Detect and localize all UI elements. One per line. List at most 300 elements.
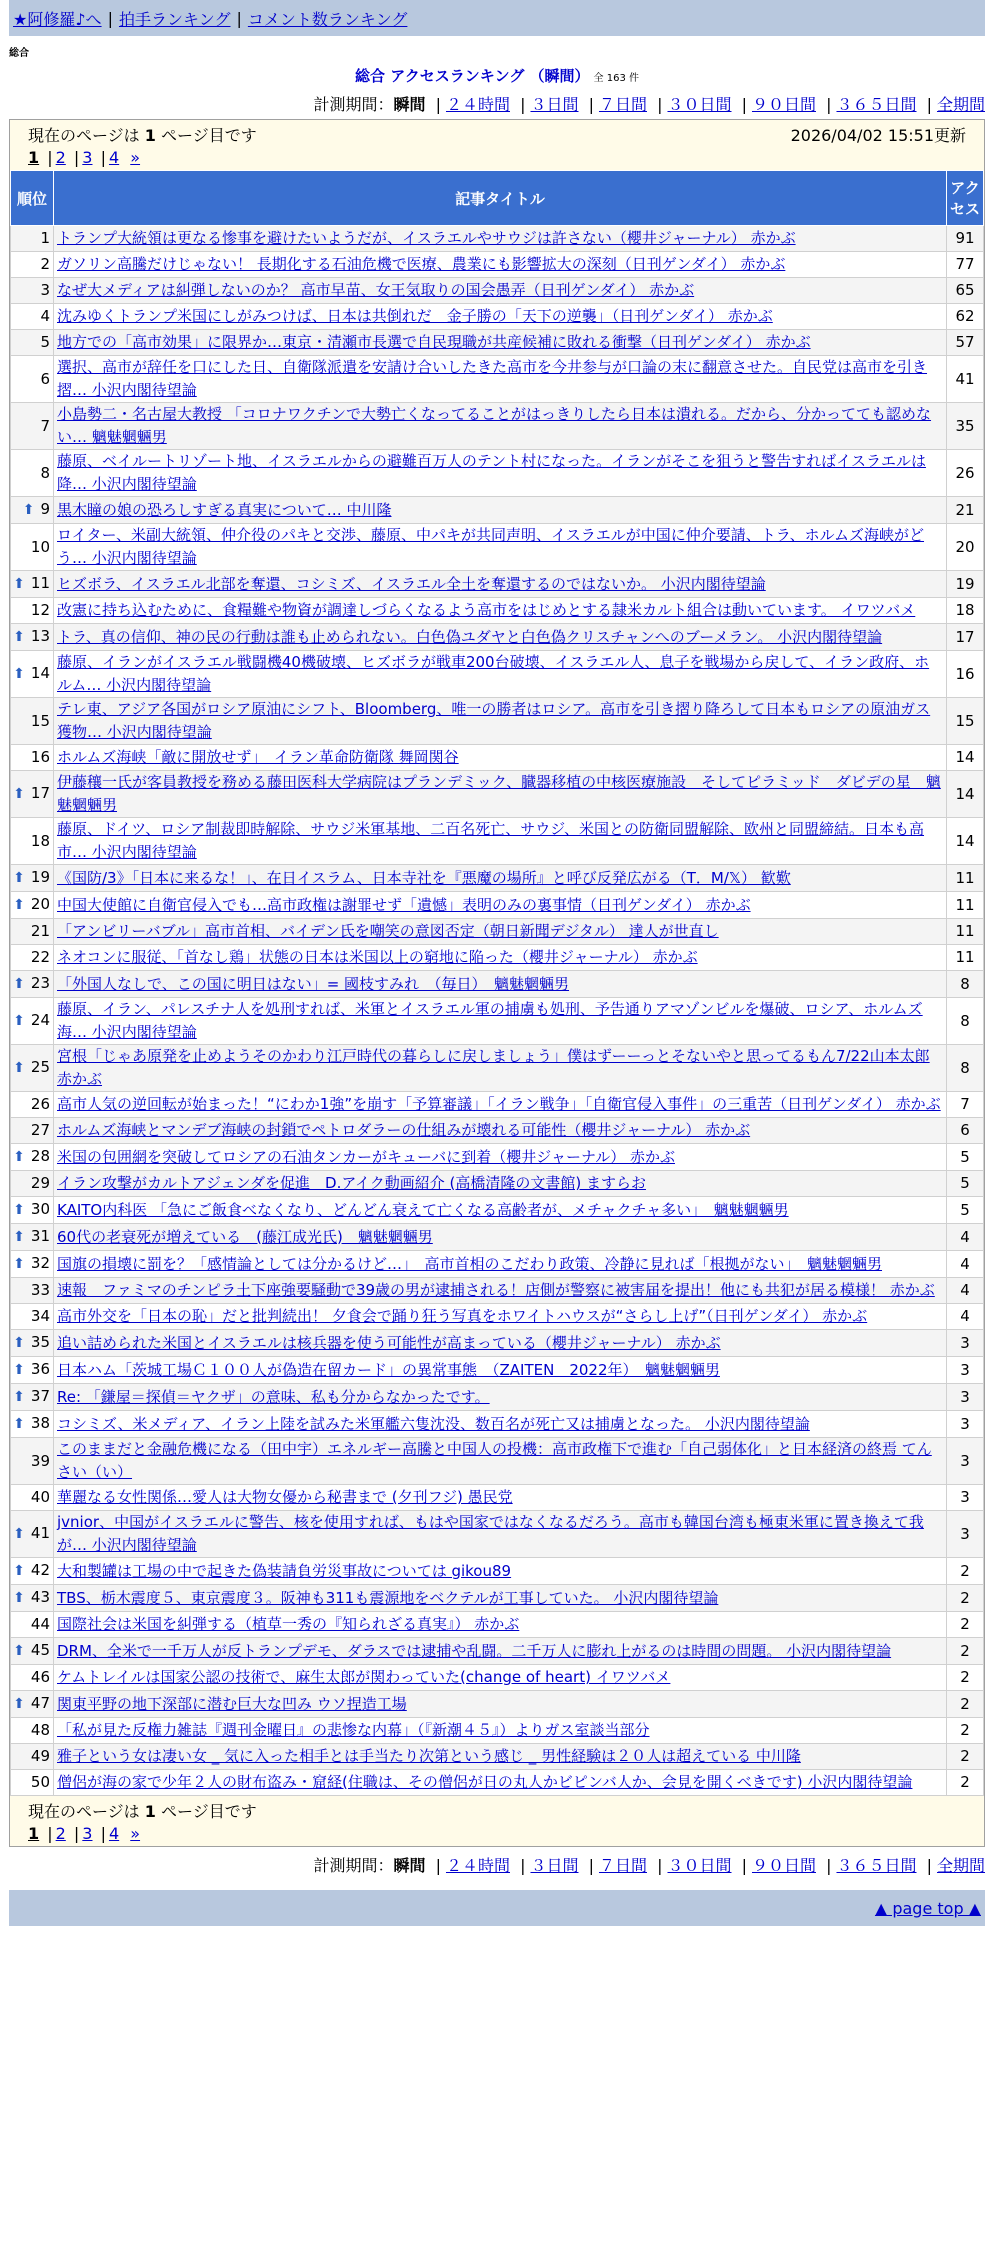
- table-row: [11, 1304, 984, 1330]
- article-link[interactable]: 華麗なる女性関係…愛人は大物女優から秘書まで (夕刊フジ) 愚民党: [57, 1488, 513, 1506]
- rank-number: 4: [40, 307, 50, 325]
- rank-cell: [11, 497, 54, 524]
- rank-cell: [11, 1045, 54, 1092]
- rank-number: 41: [30, 1524, 50, 1542]
- article-link[interactable]: このままだと金融危機になる（田中宇）エネルギー高騰と中国人の投機：高市政権下で進む「自己弱体化」と日本経済の終焉 てんさい（い）: [57, 1440, 932, 1481]
- access-count: 4: [947, 1224, 984, 1251]
- rank-number: 38: [30, 1414, 50, 1432]
- access-count: 3: [947, 1511, 984, 1558]
- rank-up-arrow-icon: ⬆: [13, 1643, 25, 1659]
- access-count: 11: [947, 945, 984, 971]
- rank-number: 26: [30, 1095, 50, 1113]
- period-link-30d[interactable]: ３０日間: [667, 95, 732, 114]
- ranking-rows: [11, 226, 984, 1796]
- rank-cell: [11, 252, 54, 278]
- rank-number: 49: [30, 1747, 50, 1765]
- table-row: [11, 745, 984, 771]
- table-row: [11, 330, 984, 356]
- pager-top: 現在のページは 1 ページ目です 2026/04/02 15:51更新 1 | 2 | 3 | 4 »: [10, 120, 984, 170]
- rank-number: 6: [40, 369, 50, 388]
- article-link[interactable]: ネオコンに服従、「首なし鶏」状態の日本は米国以上の窮地に陥った（櫻井ジャーナル） 赤かぶ: [57, 948, 698, 966]
- page-link-2-bottom[interactable]: 2: [55, 1824, 66, 1843]
- category-label: 総合: [9, 48, 29, 59]
- rank-up-arrow-icon: ⬆: [13, 1202, 25, 1218]
- access-count: 11: [947, 919, 984, 945]
- article-link[interactable]: Re: 「鎌屋＝探偵＝ヤクザ」の意味、私も分からなかったです。: [57, 1387, 490, 1406]
- rank-number: 16: [30, 748, 50, 766]
- table-row: [11, 1330, 984, 1357]
- rank-up-arrow-icon: ⬆: [13, 1256, 25, 1272]
- rank-cell: [11, 524, 54, 571]
- rank-number: 14: [30, 664, 50, 682]
- table-row: [11, 1485, 984, 1511]
- rank-number: 11: [30, 574, 50, 592]
- access-count: 2: [947, 1665, 984, 1691]
- table-row: [11, 865, 984, 892]
- period-selector-bottom: 計測期間：瞬間 | ２４時間 | ３日間 | ７日間 | ３０日間 | ９０日間 | ３６５日間 | 全期間: [313, 1856, 985, 1875]
- table-row: [11, 1384, 984, 1411]
- access-count: 26: [947, 450, 984, 497]
- table-row: [11, 998, 984, 1045]
- rank-number: 32: [30, 1254, 50, 1272]
- access-count: 8: [947, 998, 984, 1045]
- period-link-all[interactable]: 全期間: [936, 95, 985, 114]
- rank-up-arrow-icon: ⬆: [13, 1590, 25, 1606]
- rank-cell: [11, 1638, 54, 1665]
- article-link[interactable]: 「アンビリーバブル」高市首相、バイデン氏を嘲笑の意図否定（朝日新聞デジタル） 達人が世直し: [57, 922, 719, 940]
- access-count: 77: [947, 252, 984, 278]
- table-row: [11, 1744, 984, 1770]
- rank-up-arrow-icon: ⬆: [22, 502, 35, 518]
- rank-up-arrow-icon: ⬆: [13, 976, 25, 992]
- header-title: 記事タイトル: [54, 171, 947, 226]
- rank-cell: [11, 304, 54, 330]
- rank-cell: [11, 278, 54, 304]
- article-link[interactable]: テレ東、アジア各国がロシア原油にシフト、Bloomberg、唯一の勝者はロシア。高市を引き摺り降ろして日本もロシアの原油ガス獲物… 小沢内閣待望論: [57, 700, 931, 741]
- rank-cell: [11, 919, 54, 945]
- access-count: 41: [947, 356, 984, 403]
- access-count: 2: [947, 1744, 984, 1770]
- rank-cell: [11, 1585, 54, 1612]
- rank-number: 34: [30, 1307, 50, 1325]
- article-link[interactable]: ロイター、米副大統領、仲介役のパキと交渉、藤原、中パキが共同声明、イスラエルが中国に仲介要請、トラ、ホルムズ海峡がどう… 小沢内閣待望論: [57, 526, 925, 567]
- rank-up-arrow-icon: ⬆: [13, 1149, 25, 1165]
- top-nav-bar: [9, 0, 985, 36]
- access-count: 5: [947, 1144, 984, 1171]
- period-link-365d-bottom[interactable]: ３６５日間: [836, 1856, 917, 1875]
- rank-number: 18: [30, 831, 50, 850]
- total-count: 全 163 件: [593, 73, 639, 84]
- article-link[interactable]: 改憲に持ち込むために、食糧難や物資が調達しづらくなるよう高市をはじめとする隷米カルト組合は動いています。 イワツバメ: [57, 601, 916, 619]
- article-link[interactable]: 地方での「高市効果」に限界か…東京・清瀬市長選で自民現職が共産候補に敗れる衝撃（日刊ゲンダイ） 赤かぶ: [57, 333, 811, 351]
- rank-cell: [11, 1357, 54, 1384]
- access-count: 2: [947, 1638, 984, 1665]
- rank-cell: [11, 818, 54, 865]
- table-row: [11, 226, 984, 252]
- period-link-7d-bottom[interactable]: ７日間: [598, 1856, 647, 1875]
- access-count: 3: [947, 1411, 984, 1438]
- table-row: [11, 698, 984, 745]
- access-count: 2: [947, 1612, 984, 1638]
- rank-number: 31: [30, 1227, 50, 1245]
- rank-number: 19: [30, 868, 50, 886]
- table-row: [11, 497, 984, 524]
- access-count: 35: [947, 403, 984, 450]
- ranking-box: [9, 119, 985, 1847]
- rank-number: 35: [30, 1333, 50, 1351]
- rank-up-arrow-icon: ⬆: [13, 576, 25, 592]
- rank-cell: [11, 1411, 54, 1438]
- rank-up-arrow-icon: ⬆: [13, 1013, 25, 1029]
- access-count: 14: [947, 818, 984, 865]
- rank-cell: [11, 1384, 54, 1411]
- article-link[interactable]: イラン攻撃がカルトアジェンダを促進 D.アイク動画紹介 (高橋清隆の文書館) ますらお: [57, 1174, 646, 1192]
- rank-up-arrow-icon: ⬆: [13, 629, 25, 645]
- article-link[interactable]: 関東平野の地下深部に潜む巨大な凹み ウソ捏造工場: [57, 1694, 407, 1713]
- rank-number: 10: [30, 537, 50, 556]
- rank-number: 37: [30, 1387, 50, 1405]
- access-count: 8: [947, 971, 984, 998]
- access-count: 62: [947, 304, 984, 330]
- rank-cell: [11, 330, 54, 356]
- rank-number: 48: [30, 1721, 50, 1739]
- rank-number: 39: [30, 1451, 50, 1470]
- table-row: [11, 598, 984, 624]
- table-row: [11, 403, 984, 450]
- period-link-24h-bottom[interactable]: ２４時間: [445, 1856, 510, 1875]
- rank-number: 13: [30, 627, 50, 645]
- nav-link-comment-ranking[interactable]: コメント数ランキング: [247, 9, 408, 29]
- rank-cell: [11, 1197, 54, 1224]
- ranking-table: [10, 170, 984, 1796]
- rank-cell: [11, 1251, 54, 1278]
- rank-up-arrow-icon: ⬆: [13, 897, 25, 913]
- page-link-4-bottom[interactable]: 4: [108, 1824, 120, 1843]
- table-row: [11, 1171, 984, 1197]
- period-link-7d[interactable]: ７日間: [598, 95, 647, 114]
- article-link[interactable]: 雅子という女は凄い女 _ 気に入った相手とは手当たり次第という感じ _ 男性経験は２０人は超えている 中川隆: [57, 1747, 801, 1765]
- period-link-24h[interactable]: ２４時間: [445, 95, 510, 114]
- table-row: [11, 1511, 984, 1558]
- article-link[interactable]: 宮根「じゃあ原発を止めようそのかわり江戸時代の暮らしに戻しましょう」僕はずーーっとそないやと思ってるもん7/22山本太郎 赤かぶ: [57, 1047, 930, 1088]
- table-row: [11, 1665, 984, 1691]
- article-link[interactable]: なぜ大メディアは糾弾しないのか？ 高市早苗、女王気取りの国会愚弄（日刊ゲンダイ） 赤かぶ: [57, 281, 695, 299]
- access-count: 3: [947, 1384, 984, 1411]
- article-link[interactable]: ヒズボラ、イスラエル北部を奪還、コシミズ、イスラエル全土を奪還するのではないか。 小沢内閣待望論: [57, 574, 766, 593]
- table-row: [11, 571, 984, 598]
- rank-number: 33: [30, 1281, 50, 1299]
- period-link-30d-bottom[interactable]: ３０日間: [667, 1856, 732, 1875]
- rank-number: 5: [40, 333, 50, 351]
- article-link[interactable]: 「私が見た反権力雑誌『週刊金曜日』の悲惨な内幕」（『新潮４５』）よりガス室談当部分: [57, 1721, 650, 1739]
- article-link[interactable]: 「外国人なしで、この国に明日はない」= 國枝すみれ （毎日） 魑魅魍魎男: [57, 974, 570, 993]
- table-row: [11, 1558, 984, 1585]
- rank-number: 42: [30, 1561, 50, 1579]
- rank-cell: [11, 226, 54, 252]
- rank-cell: [11, 1118, 54, 1144]
- article-link[interactable]: ケムトレイルは国家公認の技術で、麻生太郎が関わっていた(change of heart) イワツバメ: [57, 1668, 671, 1686]
- table-row: [11, 1357, 984, 1384]
- article-link[interactable]: 伊藤穰一氏が客員教授を務める藤田医科大学病院はプランデミック、臓器移植の中核医療施設 そしてピラミッド ダビデの星 魑魅魍魎男: [57, 773, 941, 814]
- article-link[interactable]: 中国大使館に自衛官侵入でも…高市政権は謝罪せず「遺憾」表明のみの裏事情（日刊ゲンダイ） 赤かぶ: [57, 895, 751, 914]
- rank-up-arrow-icon: ⬆: [13, 1060, 25, 1076]
- rank-cell: [11, 1438, 54, 1485]
- rank-number: 21: [30, 922, 50, 940]
- access-count: 17: [947, 624, 984, 651]
- access-count: 4: [947, 1251, 984, 1278]
- article-link[interactable]: 米国の包囲網を突破してロシアの石油タンカーがキューバに到着（櫻井ジャーナル） 赤かぶ: [57, 1147, 675, 1166]
- rank-up-arrow-icon: ⬆: [13, 1389, 25, 1405]
- access-count: 3: [947, 1357, 984, 1384]
- rank-number: 9: [40, 500, 50, 518]
- article-link[interactable]: 国際社会は米国を糾弾する（植草一秀の『知られざる真実』） 赤かぶ: [57, 1615, 520, 1633]
- table-row: [11, 771, 984, 818]
- rank-up-arrow-icon: ⬆: [13, 1696, 25, 1712]
- table-row: [11, 945, 984, 971]
- article-link[interactable]: 《国防/3》「日本に来るな！」、在日イスラム、日本寺社を『悪魔の場所』と呼び反発広がる（T．M/𝕏） 歓歎: [57, 868, 791, 887]
- access-count: 6: [947, 1118, 984, 1144]
- article-link[interactable]: トラ、真の信仰、神の民の行動は誰も止められない。白色偽ユダヤと白色偽クリスチャンへのブーメラン。 小沢内閣待望論: [57, 627, 883, 646]
- access-count: 19: [947, 571, 984, 598]
- period-current: 瞬間: [393, 95, 426, 114]
- article-link[interactable]: 高市外交を「日本の恥」だと批判続出！ 夕食会で踊り狂う写真をホワイトハウスが“さらし上げ”（日刊ゲンダイ） 赤かぶ: [57, 1307, 868, 1325]
- rank-cell: [11, 1612, 54, 1638]
- nav-separator: |: [236, 8, 242, 28]
- rank-cell: [11, 651, 54, 698]
- rank-cell: [11, 1144, 54, 1171]
- rank-number: 43: [30, 1588, 50, 1606]
- article-link[interactable]: 速報 ファミマのチンピラ土下座強要騒動で39歳の男が逮捕される！店側が警察に被害届を提出！他にも共犯が居る模様！ 赤かぶ: [57, 1281, 935, 1299]
- table-row: [11, 892, 984, 919]
- page-next-link[interactable]: »: [130, 148, 141, 167]
- article-link[interactable]: 小島勢二・名古屋大教授 「コロナワクチンで大勢亡くなってることがはっきりしたら日本は潰れる。だから、分かってても認めない… 魑魅魍魎男: [57, 405, 932, 446]
- table-row: [11, 1612, 984, 1638]
- access-count: 8: [947, 1045, 984, 1092]
- table-row: [11, 1718, 984, 1744]
- rank-cell: [11, 998, 54, 1045]
- page-link-3[interactable]: 3: [82, 148, 93, 167]
- rank-cell: [11, 1744, 54, 1770]
- rank-cell: [11, 1770, 54, 1796]
- table-row: [11, 252, 984, 278]
- rank-cell: [11, 1171, 54, 1197]
- period-link-90d-bottom[interactable]: ９０日間: [751, 1856, 816, 1875]
- rank-cell: [11, 1511, 54, 1558]
- rank-cell: [11, 1092, 54, 1118]
- rank-cell: [11, 1691, 54, 1718]
- table-row: [11, 1118, 984, 1144]
- article-link[interactable]: 国旗の損壊に罰を？「感情論としては分かるけど…」 高市首相のこだわり政策、冷静に見れば「根拠がない」 魑魅魍魎男: [57, 1254, 883, 1273]
- article-link[interactable]: 追い詰められた米国とイスラエルは核兵器を使う可能性が高まっている（櫻井ジャーナル） 赤かぶ: [57, 1333, 721, 1352]
- rank-up-arrow-icon: ⬆: [13, 1335, 25, 1351]
- table-row: [11, 1638, 984, 1665]
- rank-number: 29: [30, 1174, 50, 1192]
- table-row: [11, 356, 984, 403]
- rank-number: 40: [30, 1488, 50, 1506]
- access-count: 18: [947, 598, 984, 624]
- table-row: [11, 1770, 984, 1796]
- rank-cell: [11, 771, 54, 818]
- access-count: 5: [947, 1171, 984, 1197]
- rank-number: 44: [30, 1615, 50, 1633]
- header-access: アクセス: [947, 171, 984, 226]
- rank-number: 15: [30, 711, 50, 730]
- rank-cell: [11, 892, 54, 919]
- period-link-3d-bottom[interactable]: ３日間: [530, 1856, 579, 1875]
- article-link[interactable]: 僧侶が海の家で少年２人の財布盗み・窟経(住職は、その僧侶が日の丸人かビピンバ人か、会見を開くべきです) 小沢内閣待望論: [57, 1773, 913, 1791]
- rank-cell: [11, 865, 54, 892]
- article-link[interactable]: 高市人気の逆回転が始まった！“にわか1強”を崩す「予算審議」「イラン戦争」「自衛官侵入事件」の三重苦（日刊ゲンダイ） 赤かぶ: [57, 1095, 941, 1113]
- access-count: 2: [947, 1558, 984, 1585]
- period-selector-top: 計測期間：瞬間 | ２４時間 | ３日間 | ７日間 | ３０日間 | ９０日間 | ３６５日間 | 全期間: [313, 95, 985, 114]
- rank-number: 24: [30, 1011, 50, 1029]
- page-link-2[interactable]: 2: [55, 148, 66, 167]
- table-row: [11, 1585, 984, 1612]
- article-link[interactable]: トランプ大統領は更なる惨事を避けたいようだが、イスラエルやサウジは許さない（櫻井ジャーナル） 赤かぶ: [57, 229, 796, 247]
- page-status: 現在のページは 1 ページ目です: [28, 126, 257, 145]
- page-link-3-bottom[interactable]: 3: [82, 1824, 93, 1843]
- nav-link-applause-ranking[interactable]: 拍手ランキング: [118, 9, 231, 29]
- access-count: 11: [947, 865, 984, 892]
- article-link[interactable]: ホルムズ海峡とマンデブ海峡の封鎖でペトロダラーの仕組みが壊れる可能性（櫻井ジャーナル） 赤かぶ: [57, 1121, 751, 1139]
- rank-number: 30: [30, 1200, 50, 1218]
- article-link[interactable]: KAITO内科医 「急にご飯食べなくなり、どんどん衰えて亡くなる高齢者が、メチャクチャ多い」 魑魅魍魎男: [57, 1200, 789, 1219]
- table-row: [11, 1045, 984, 1092]
- table-row: [11, 1411, 984, 1438]
- access-count: 5: [947, 1197, 984, 1224]
- access-count: 3: [947, 1485, 984, 1511]
- rank-number: 47: [30, 1694, 50, 1712]
- access-count: 4: [947, 1278, 984, 1304]
- article-link[interactable]: 藤原、ドイツ、ロシア制裁即時解除、サウジ米軍基地、二百名死亡、サウジ、米国との防衛同盟解除、欧州と同盟締結。日本も高市… 小沢内閣待望論: [57, 820, 925, 861]
- pager-bottom: 現在のページは 1 ページ目です 1 | 2 | 3 | 4 »: [10, 1796, 984, 1846]
- article-link[interactable]: 黒木瞳の娘の恐ろしすぎる真実について… 中川隆: [57, 500, 392, 519]
- table-row: [11, 1691, 984, 1718]
- access-count: 7: [947, 1092, 984, 1118]
- table-row: [11, 524, 984, 571]
- page-link-4[interactable]: 4: [108, 148, 120, 167]
- table-row: [11, 651, 984, 698]
- access-count: 16: [947, 651, 984, 698]
- rank-cell: [11, 1485, 54, 1511]
- table-row: [11, 278, 984, 304]
- access-count: 2: [947, 1770, 984, 1796]
- table-row: [11, 1438, 984, 1485]
- rank-cell: [11, 1330, 54, 1357]
- access-count: 65: [947, 278, 984, 304]
- period-link-3d[interactable]: ３日間: [530, 95, 579, 114]
- rank-up-arrow-icon: ⬆: [13, 1362, 25, 1378]
- updated-time: 2026/04/02 15:51更新: [790, 126, 966, 145]
- article-link[interactable]: 藤原、ベイルートリゾート地、イスラエルからの避難百万人のテント村になった。イランがそこを狙うと警告すればイスラエルは降… 小沢内閣待望論: [57, 452, 926, 493]
- rank-cell: [11, 1278, 54, 1304]
- rank-number: 7: [40, 416, 50, 435]
- nav-separator: |: [107, 8, 113, 28]
- access-count: 2: [947, 1718, 984, 1744]
- table-row: [11, 971, 984, 998]
- rank-cell: [11, 571, 54, 598]
- access-count: 2: [947, 1585, 984, 1612]
- article-link[interactable]: 沈みゆくトランプ米国にしがみつけば、日本は共倒れだ 金子勝の「天下の逆襲」（日刊ゲンダイ） 赤かぶ: [57, 307, 773, 325]
- rank-cell: [11, 971, 54, 998]
- article-link[interactable]: jvnior、中国がイスラエルに警告、核を使用すれば、もはや国家ではなくなるだろう。高市も韓国台湾も極東米軍に置き換えて我が… 小沢内閣待望論: [57, 1513, 924, 1554]
- access-count: 91: [947, 226, 984, 252]
- article-link[interactable]: 日本ハム「茨城工場Ｃ１００人が偽造在留カード」の異常事態 （ZAITEN 2022年） 魑魅魍魎男: [57, 1360, 720, 1379]
- rank-cell: [11, 624, 54, 651]
- rank-cell: [11, 698, 54, 745]
- article-link[interactable]: 選択、高市が辞任を口にした日、自衛隊派遣を安請け合いしたきた高市を今井参与が口論の末に翻意させた。自民党は高市を引き摺… 小沢内閣待望論: [57, 358, 928, 399]
- table-row: [11, 1224, 984, 1251]
- rank-up-arrow-icon: ⬆: [13, 1526, 25, 1542]
- page-next-link-bottom[interactable]: »: [130, 1824, 141, 1843]
- access-count: 57: [947, 330, 984, 356]
- rank-number: 36: [30, 1360, 50, 1378]
- table-row: [11, 1278, 984, 1304]
- table-row: [11, 304, 984, 330]
- rank-cell: [11, 1224, 54, 1251]
- article-link[interactable]: 大和製罐は工場の中で起きた偽装請負労災事故については gikou89: [57, 1561, 512, 1580]
- rank-number: 8: [40, 463, 50, 482]
- rank-cell: [11, 1718, 54, 1744]
- nav-link-asyura[interactable]: ★阿修羅♪へ: [13, 9, 102, 29]
- article-link[interactable]: コシミズ、米メディア、イラン上陸を試みた米軍艦六隻沈没、数百名が死亡又は捕虜となった。 小沢内閣待望論: [57, 1414, 810, 1433]
- page-status-bottom: 現在のページは 1 ページ目です: [28, 1802, 257, 1821]
- access-count: 20: [947, 524, 984, 571]
- rank-up-arrow-icon: ⬆: [13, 1563, 25, 1579]
- rank-cell: [11, 598, 54, 624]
- rank-up-arrow-icon: ⬆: [13, 1416, 25, 1432]
- article-link[interactable]: ガソリン高騰だけじゃない！ 長期化する石油危機で医療、農業にも影響拡大の深刻（日刊ゲンダイ） 赤かぶ: [57, 255, 786, 273]
- access-count: 21: [947, 497, 984, 524]
- table-row: [11, 1144, 984, 1171]
- period-link-365d[interactable]: ３６５日間: [836, 95, 917, 114]
- rank-number: 45: [30, 1641, 50, 1659]
- rank-number: 17: [30, 784, 50, 802]
- rank-number: 50: [30, 1773, 50, 1791]
- access-count: 14: [947, 745, 984, 771]
- table-row: [11, 450, 984, 497]
- article-link[interactable]: TBS、栃木震度５、東京震度３。阪神も311も震源地をベクテルが工事していた。 小沢内閣待望論: [57, 1588, 719, 1607]
- period-link-90d[interactable]: ９０日間: [751, 95, 816, 114]
- rank-number: 1: [40, 229, 50, 247]
- rank-number: 23: [30, 974, 50, 992]
- rank-cell: [11, 945, 54, 971]
- rank-up-arrow-icon: ⬆: [13, 666, 25, 682]
- rank-number: 12: [30, 601, 50, 619]
- rank-number: 25: [30, 1058, 50, 1076]
- rank-number: 46: [30, 1668, 50, 1686]
- article-link[interactable]: DRM、全米で一千万人が反トランプデモ、ダラスでは逮捕や乱闘。二千万人に膨れ上がるのは時間の問題。 小沢内閣待望論: [57, 1641, 892, 1660]
- rank-up-arrow-icon: ⬆: [13, 870, 25, 886]
- header-rank: 順位: [11, 171, 54, 226]
- rank-cell: [11, 745, 54, 771]
- page-top-link[interactable]: ▲ page top ▲: [874, 1898, 981, 1918]
- article-link[interactable]: 60代の老衰死が増えている (藤江成光氏) 魑魅魍魎男: [57, 1227, 433, 1246]
- access-count: 14: [947, 771, 984, 818]
- article-link[interactable]: ホルムズ海峡「敵に開放せず」 イラン革命防衛隊 舞岡関谷: [57, 748, 459, 766]
- rank-cell: [11, 403, 54, 450]
- rank-cell: [11, 1665, 54, 1691]
- article-link[interactable]: 藤原、イランがイスラエル戦闘機40機破壊、ヒズボラが戦車200台破壊、イスラエル人、息子を戦場から戻して、イラン政府、ホルム… 小沢内閣待望論: [57, 653, 930, 694]
- article-link[interactable]: 藤原、イラン、パレスチナ人を処刑すれば、米軍とイスラエル軍の捕虜も処刑、予告通りアマゾンビルを爆破、ロシア、ホルムズ海… 小沢内閣待望論: [57, 1000, 923, 1041]
- period-label: 計測期間：: [313, 95, 394, 114]
- table-row: [11, 1251, 984, 1278]
- period-link-all-bottom[interactable]: 全期間: [936, 1856, 985, 1875]
- access-count: 3: [947, 1438, 984, 1485]
- table-row: [11, 1197, 984, 1224]
- access-count: 3: [947, 1330, 984, 1357]
- rank-number: 28: [30, 1147, 50, 1165]
